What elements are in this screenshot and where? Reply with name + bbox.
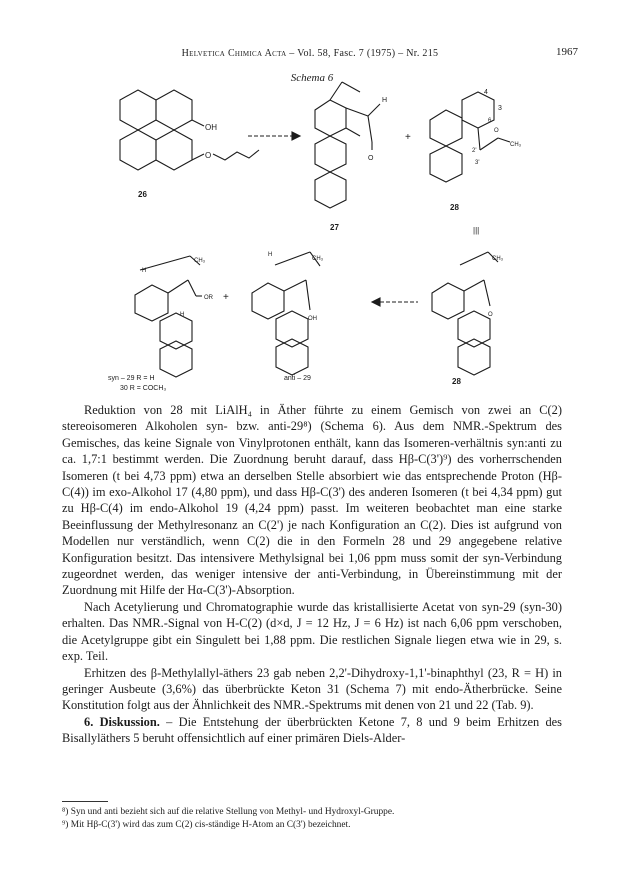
journal-details: – Vol. 58, Fasc. 7 (1975) – Nr. 215 (286, 48, 439, 59)
compound-28-top-label: 28 (450, 203, 459, 212)
h-label: H (382, 97, 388, 104)
o-28-label: O (494, 128, 499, 134)
structure-anti-29 (252, 252, 324, 375)
journal-name: Helvetica Chimica Acta (181, 48, 287, 59)
compound-30-label: 30 R = COCH₃ (120, 385, 167, 392)
num-3p: 3' (475, 160, 480, 166)
o-ketone-label: O (368, 155, 374, 162)
compound-27-label: 27 (330, 223, 339, 232)
structure-27 (315, 82, 387, 232)
h-syn-label: H (142, 268, 147, 274)
oh-anti-label: OH (308, 316, 317, 322)
ch3-anti-label: CH₃ (312, 256, 324, 262)
page-number: 1967 (556, 46, 578, 58)
ch3-syn-label: CH₃ (194, 258, 206, 264)
num-2p: 2' (472, 148, 477, 154)
plus-sign-2: + (223, 292, 229, 303)
syn-29-label: syn – 29 R = H (108, 375, 155, 382)
o-28-bottom-label: O (488, 312, 493, 318)
structure-28-bottom (432, 252, 504, 375)
plus-sign: + (405, 132, 411, 143)
paragraph-2: Nach Acetylierung und Chromatographie wurde das kristallisierte Acetat von syn-29 (syn-30) erhalten. Das NMR.-Signal von H-C(2) (d×d, J = 12 Hz, J = 6 Hz) ist nach 6,06 ppm verschoben, die Acetylgruppe gibt ein Singulett bei 1,88 ppm. Die restlichen Signale liegen etwa wie in 29, s. exp. Teil. (62, 599, 562, 664)
ch3-label-top: CH₃ (510, 142, 522, 148)
footnote-8: ⁸) Syn und anti bezieht sich auf die relative Stellung von Methyl- und Hydroxyl-Gruppe. (62, 807, 395, 817)
num-3: 3 (498, 105, 502, 112)
structure-syn-29 (135, 256, 214, 377)
h-anti-label: H (268, 252, 273, 258)
anti-29-label: anti – 29 (284, 375, 311, 382)
footnote-rule (62, 801, 108, 802)
paragraph-3: Erhitzen des β-Methylallyl-äthers 23 gab neben 2,2'-Dihydroxy-1,1'-binaphthyl (23, R = H) in geringer Ausbeute (3,6%) das überbrückte Keton 31 (Schema 7) mit endo-Ätherbrücke. Seine Konstitution folgt aus der Ähnlichkeit des NMR.-Spektrums mit denen von 21 und 22 (Tab. 9). (62, 665, 562, 713)
footnotes (62, 806, 562, 832)
structure-28-top (430, 89, 522, 212)
paragraph-4-text: – Die Entstehung der überbrückten Ketone 7, 8 und 9 beim Erhitzen des Bisallyläthers 5 beruht offensichtlich auf einer primären Diels-Alder- (62, 714, 563, 746)
h-syn-label-2: H (180, 312, 185, 318)
figure-title: Schema 6 (290, 72, 334, 84)
paragraph-1: Reduktion von 28 mit LiAlH₄ in Äther führte zu einem Gemisch von zwei an C(2) stereoisomeren Alkoholen syn- bzw. anti-29⁸) (Schema 6). Aus dem NMR.-Spektrum des Gemisches, das keine Signale von Vinylprotonen enthält, kann das Isomeren-verhältnis syn:anti zu ca. 1,7:1 bestimmt werden. Die Zuordnung beruht darauf, dass Hβ-C(3')⁹) des vorherrschenden Isomeren (t bei 4,73 ppm) etwa an derselben Stelle absorbiert wie das entsprechende Proton (Hβ-C(4)) im exo-Alkohol 17 (4,80 ppm), und dass Hβ-C(3') des anderen Isomeren (t bei 4,34 ppm) gut zu Hβ-C(4) im endo-Alkohol 19 (4,24 ppm) passt. Im weiteren beobachtet man eine starke Beeinflussung der Methylresonanz an C(2') je nach Konfiguration an C(2). Dies ist aufgrund von Modellen nur verständlich, wenn C(2) die in den Formeln 28 und 29 angegebene relative Konfiguration besitzt. Das intensivere Methylsignal bei 1,06 ppm muss somit der syn-Verbindung zugeordnet werden, das weniger intensive der anti-Verbindung, in Übereinstimmung mit der Zuordnung mit Hilfe der Hα-C(3')-Absorption. (62, 403, 562, 598)
ch3-28-label: CH₃ (492, 256, 504, 262)
equilibrium-mark: ||| (473, 226, 480, 235)
num-6: 6 (488, 118, 492, 124)
o-label: O (205, 151, 212, 160)
body-text (62, 402, 562, 747)
reaction-scheme (80, 80, 550, 400)
or-label: OR (204, 295, 213, 301)
num-4: 4 (484, 89, 488, 96)
paragraph-4 (62, 714, 562, 747)
section-heading: 6. Diskussion. (84, 714, 160, 729)
footnote-9: ⁹) Mit Hβ-C(3') wird das zum C(2) cis-ständige H-Atom an C(3') bezeichnet. (62, 820, 351, 830)
running-header (120, 48, 500, 59)
compound-26-label: 26 (138, 190, 147, 199)
compound-28-bottom-label: 28 (452, 377, 461, 386)
structure-26 (120, 90, 259, 199)
oh-label: OH (205, 123, 217, 132)
